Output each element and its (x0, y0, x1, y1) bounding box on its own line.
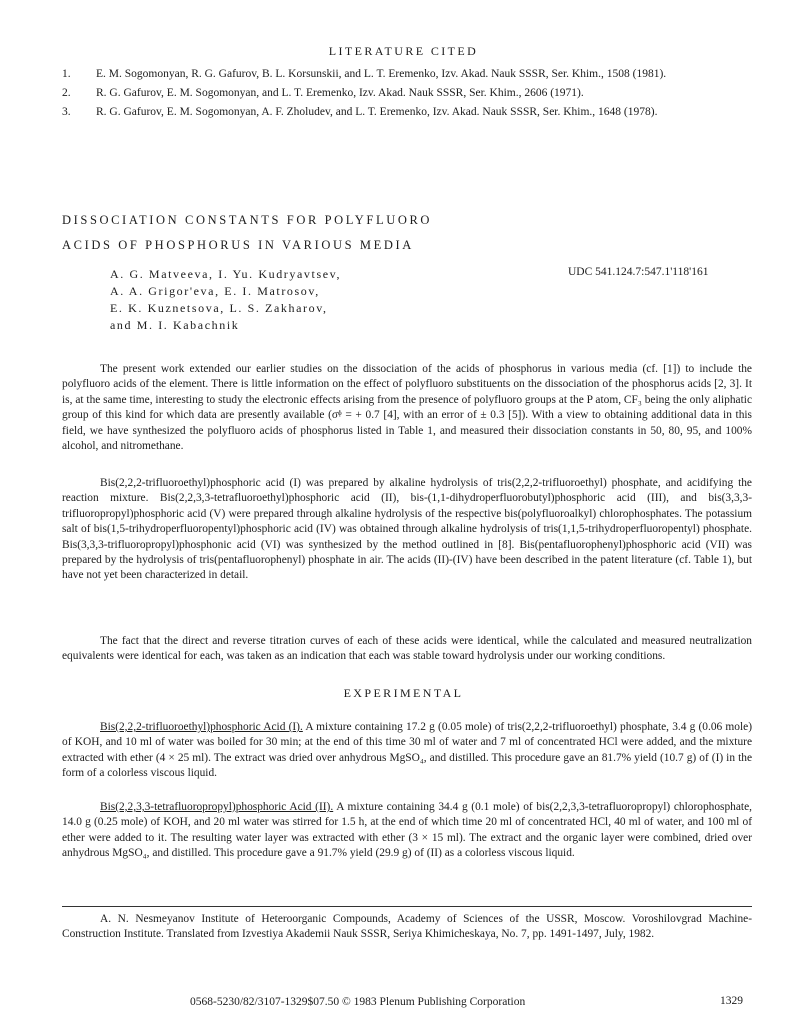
reference-list (62, 66, 762, 123)
paragraph-text: The fact that the direct and reverse titration curves of each of these acids were identical, while the calculated and measured neutralization equivalents were identical for each, was taken as an indication that each was stable toward hydrolysis under our working conditions. (62, 635, 752, 663)
procedure-text: A mixture containing 17.2 g (0.05 mole) of tris(2,2,2-trifluoroethyl) phosphate, 3.4 g (0.06 mole) of KOH, and 10 ml of water was boiled for 30 min; at the end of this time 30 ml of water and 7 ml of concentrated HCl were added, and the mixture extracted with ether (4 × 25 ml). The extract was dried over anhydrous MgSO₄, and distilled. This procedure gave an 81.7% yield (10.7 g) of (I) in the form of a colorless viscous liquid. (62, 721, 752, 780)
procedure-text: A mixture containing 34.4 g (0.1 mole) of bis(2,2,3,3-tetrafluoropropyl) chlorophosphate, 14.0 g (0.25 mole) of KOH, and 20 ml water was stirred for 1.5 h, at the end of which time 20 ml of concentrated HCl, 40 ml of water, and 100 ml of ether were added to it. The resulting water layer was extracted with ether (3 × 15 ml). The extract and the organic layer were combined, dried over anhydrous MgSO₄, and distilled. This procedure gave a 91.7% yield (29.9 g) of (II) as a colorless viscous liquid. (62, 801, 752, 860)
experimental-heading: EXPERIMENTAL (343, 686, 464, 700)
reference-item (62, 66, 762, 83)
article-title-line: DISSOCIATION CONSTANTS FOR POLYFLUORO (62, 213, 433, 227)
reference-text: R. G. Gafurov, E. M. Sogomonyan, A. F. Zholudev, and L. T. Eremenko, Izv. Akad. Nauk SSSR, Ser. Khim., 1648 (1978). (96, 106, 658, 118)
publisher-code: 0568-5230/82/3107-1329$07.50 © 1983 Plenum Publishing Corporation (190, 996, 526, 1008)
reference-number: 2. (62, 87, 71, 99)
author-line: and M. I. Kabachnik (110, 318, 240, 332)
reference-text: E. M. Sogomonyan, R. G. Gafurov, B. L. Korsunskii, and L. T. Eremenko, Izv. Akad. Nauk SSSR, Ser. Khim., 1508 (1981). (96, 68, 667, 80)
synthesis-paragraph (62, 476, 752, 584)
author-line: E. K. Kuznetsova, L. S. Zakharov, (110, 301, 328, 315)
reference-text: R. G. Gafurov, E. M. Sogomonyan, and L. T. Eremenko, Izv. Akad. Nauk SSSR, Ser. Khim., 2606 (1971). (96, 87, 584, 99)
page-number: 1329 (720, 995, 743, 1007)
reference-number: 1. (62, 68, 71, 80)
reference-number: 3. (62, 106, 71, 118)
reference-item (62, 104, 762, 121)
procedure-paragraph-2 (62, 800, 752, 862)
author-list (110, 266, 341, 334)
footnote-divider (62, 906, 752, 907)
article-title (62, 208, 432, 258)
udc-code: UDC 541.124.7:547.1'118'161 (568, 266, 709, 278)
intro-paragraph (62, 362, 752, 454)
paragraph-text (62, 720, 752, 782)
reference-item (62, 85, 762, 102)
stability-paragraph (62, 634, 752, 665)
article-title-line: ACIDS OF PHOSPHORUS IN VARIOUS MEDIA (62, 238, 414, 252)
paragraph-text: The present work extended our earlier studies on the dissociation of the acids of phosphorus in various media (cf. [1]) to include the polyfluoro acids of the element. There is little information on the effect of polyfluoro substituents on the dissociation of the phosphorus acids [2, 3]. It is, at the same time, interesting to study the electronic effects arising from the presence of polyfluoro groups at the P atom, CF₃ being the only aliphatic group of this kind for which data are presently available (σᶲ = + 0.7 [4], with an error of ± 0.3 [5]). With a view to obtaining additional data in this field, we have synthesized the polyfluoro acids of phosphorus listed in Table 1, and measured their dissociation constants in 50, 80, 95, and 100% alcohol, and nitromethane. (62, 363, 752, 453)
compound-heading: Bis(2,2,3,3-tetrafluoropropyl)phosphoric Acid (II). (100, 801, 334, 813)
paragraph-text: Bis(2,2,2-trifluoroethyl)phosphoric acid (I) was prepared by alkaline hydrolysis of tris(2,2,2-trifluoroethyl) phosphate, and acidifying the reaction mixture. Bis(2,2,3,3-tetrafluoroethyl)phosphoric acid (II), bis-(1,1-dihydroperfluorobutyl)phosphoric acid (III), and bis(3,3,3-trifluoropropyl)phosphoric acid (V) were prepared through alkaline hydrolysis of the respective bis(polyfluoroalkyl) chlorophosphates. The potassium salt of bis(1,5-trihydroperfluoropentyl)phosphoric acid (IV) was obtained through alkaline hydrolysis of tris(1,1,5-trihydroperfluoropentyl) phosphate. Bis(3,3,3-trifluoropropyl)phosphonic acid (VI) was synthesized by the method outlined in [8]. Bis(pentafluorophenyl)phosphoric acid (VII) was prepared by the hydrolysis of tris(pentafluorophenyl) phosphate in air. The acids (II)-(IV) have been described in the patent literature (cf. Table 1), but have not yet been characterized in detail. (62, 477, 752, 582)
paragraph-text (62, 800, 752, 862)
author-line: A. G. Matveeva, I. Yu. Kudryavtsev, (110, 267, 342, 281)
procedure-paragraph-1 (62, 720, 752, 782)
literature-cited-heading: LITERATURE CITED (328, 44, 479, 58)
compound-heading: Bis(2,2,2-trifluoroethyl)phosphoric Acid (I). (100, 721, 303, 733)
footnote: A. N. Nesmeyanov Institute of Heteroorganic Compounds, Academy of Sciences of the USSR, Moscow. Voroshilovgrad Machine-Construction Institute. Translated from Izvestiya Akademii Nauk SSSR, Seriya Khimicheskaya, No. 7, pp. 1491-1497, July, 1982. (62, 913, 752, 941)
author-line: A. A. Grigor'eva, E. I. Matrosov, (110, 284, 320, 298)
